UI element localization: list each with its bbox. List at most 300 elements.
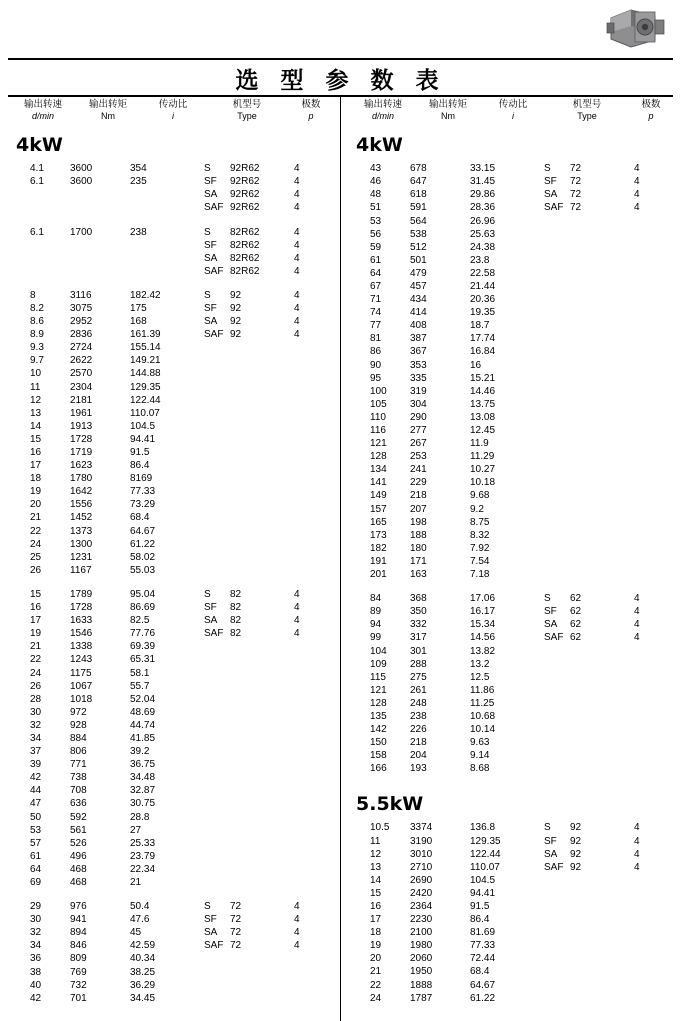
cell-poles: 4 <box>294 901 300 913</box>
cell-type-model: 72 <box>570 202 582 214</box>
cell-type-model: 92 <box>570 848 582 860</box>
cell-poles <box>630 697 670 710</box>
table-row <box>8 588 340 601</box>
table-row <box>348 568 678 581</box>
cell-type-prefix: SAF <box>544 202 564 214</box>
cell-speed: 166 <box>370 763 387 775</box>
cell-torque: 317 <box>410 632 427 644</box>
cell-speed: 12 <box>30 394 42 406</box>
cell-ratio: 73.29 <box>130 499 156 511</box>
cell-type <box>534 631 630 644</box>
table-row <box>8 446 340 459</box>
cell-type <box>194 745 290 758</box>
table-row <box>8 653 340 666</box>
cell-type <box>534 345 630 358</box>
right-column <box>348 99 678 1005</box>
cell-poles: 4 <box>294 940 300 952</box>
cell-torque: 1633 <box>70 615 93 627</box>
cell-ratio: 9.2 <box>470 503 484 515</box>
table-row <box>8 188 340 201</box>
cell-type-model: 82 <box>230 588 242 600</box>
cell-poles: 4 <box>634 163 640 175</box>
cell-torque: 3190 <box>410 835 433 847</box>
cell-ratio: 129.35 <box>130 381 161 393</box>
cell-type <box>194 811 290 824</box>
table-row <box>348 201 678 214</box>
table-row <box>8 252 340 265</box>
cell-speed: 53 <box>370 215 382 227</box>
cell-poles <box>290 966 330 979</box>
cell-speed: 14 <box>370 874 382 886</box>
table-row <box>8 328 340 341</box>
cell-poles <box>290 341 330 354</box>
cell-poles <box>290 667 330 680</box>
cell-torque: 277 <box>410 425 427 436</box>
right-table-groups <box>348 162 678 1005</box>
cell-speed: 30 <box>30 914 42 926</box>
cell-ratio: 58.1 <box>130 667 150 679</box>
cell-type-prefix: SA <box>544 619 558 631</box>
cell-type-prefix: SA <box>544 189 558 201</box>
cell-ratio: 9.14 <box>470 750 490 762</box>
cell-torque: 771 <box>70 759 87 771</box>
cell-type <box>534 241 630 254</box>
table-row <box>348 697 678 710</box>
cell-torque: 3010 <box>410 848 433 860</box>
cell-torque: 678 <box>410 163 427 175</box>
cell-poles: 4 <box>634 202 640 214</box>
header-ratio <box>478 99 548 122</box>
cell-torque: 647 <box>410 176 427 188</box>
table-row <box>8 302 340 315</box>
cell-type <box>534 332 630 345</box>
cell-type <box>194 381 290 394</box>
cell-type <box>534 723 630 736</box>
cell-type <box>194 328 290 341</box>
cell-type <box>194 354 290 367</box>
cell-type <box>194 239 290 252</box>
cell-ratio: 10.27 <box>470 464 496 476</box>
table-row <box>8 341 340 354</box>
cell-type <box>534 228 630 241</box>
cell-torque: 332 <box>410 619 427 631</box>
cell-type-model: 72 <box>230 927 242 939</box>
cell-type <box>534 762 630 775</box>
cell-torque: 198 <box>410 516 427 528</box>
cell-type <box>194 341 290 354</box>
cell-poles <box>290 485 330 498</box>
cell-ratio: 14.56 <box>470 632 496 644</box>
cell-type <box>534 437 630 450</box>
cell-ratio: 16.84 <box>470 346 496 358</box>
table-row <box>348 992 678 1005</box>
table-row <box>348 437 678 450</box>
cell-torque: 1980 <box>410 940 433 952</box>
cell-type-model: 92 <box>570 822 582 834</box>
header-torque-cn: 输出转矩 <box>428 99 467 110</box>
cell-type <box>194 771 290 784</box>
table-row <box>348 175 678 188</box>
cell-ratio: 10.14 <box>470 724 496 736</box>
cell-speed: 37 <box>30 746 42 758</box>
cell-type <box>534 529 630 542</box>
cell-type <box>194 992 290 1005</box>
cell-ratio: 18.7 <box>470 320 490 332</box>
cell-torque: 1231 <box>70 551 93 563</box>
cell-speed: 109 <box>370 658 387 670</box>
cell-type <box>194 315 290 328</box>
cell-poles: 4 <box>294 602 300 614</box>
cell-ratio: 15.34 <box>470 619 496 631</box>
table-row <box>348 476 678 489</box>
cell-poles <box>290 472 330 485</box>
cell-torque: 591 <box>410 202 427 214</box>
cell-torque: 1728 <box>70 602 93 614</box>
cell-type <box>534 424 630 437</box>
cell-torque: 218 <box>410 490 427 502</box>
cell-torque: 288 <box>410 658 427 670</box>
cell-ratio: 10.68 <box>470 710 496 722</box>
cell-speed: 11 <box>30 381 41 393</box>
cell-torque: 1243 <box>70 654 93 666</box>
cell-speed: 38 <box>30 966 42 978</box>
cell-torque: 301 <box>410 645 427 657</box>
cell-ratio: 23.79 <box>130 850 156 862</box>
cell-poles <box>630 542 670 555</box>
cell-torque: 226 <box>410 724 427 736</box>
cell-speed <box>8 188 64 201</box>
header-poles-en: p <box>648 110 654 121</box>
cell-ratio: 28.36 <box>470 202 496 214</box>
cell-type <box>194 538 290 551</box>
cell-speed <box>8 201 64 214</box>
cell-torque: 204 <box>410 750 427 762</box>
cell-torque: 2690 <box>410 874 433 886</box>
left-column <box>8 99 340 1005</box>
cell-torque: 976 <box>70 901 87 913</box>
cell-ratio: 55.7 <box>130 680 150 692</box>
cell-poles <box>290 850 330 863</box>
power-label-left: 4kW <box>16 134 63 157</box>
cell-torque <box>64 265 122 278</box>
cell-type <box>194 900 290 913</box>
cell-poles <box>290 420 330 433</box>
table-row <box>8 913 340 926</box>
cell-ratio: 7.92 <box>470 542 490 554</box>
cell-torque: 171 <box>410 555 427 567</box>
cell-torque: 1018 <box>70 693 93 705</box>
header-speed <box>8 99 78 122</box>
cell-ratio: 28.8 <box>130 811 150 823</box>
cell-poles: 4 <box>634 606 640 618</box>
cell-type <box>194 863 290 876</box>
table-row <box>348 848 678 861</box>
cell-ratio: 16.17 <box>470 606 496 618</box>
cell-poles <box>630 476 670 489</box>
cell-torque: 414 <box>410 307 427 319</box>
table-row <box>348 926 678 939</box>
cell-ratio: 94.41 <box>130 433 156 445</box>
cell-torque: 207 <box>410 503 427 515</box>
cell-type <box>534 749 630 762</box>
table-row <box>348 254 678 267</box>
table-row <box>348 965 678 978</box>
cell-torque: 408 <box>410 320 427 332</box>
header-speed <box>348 99 418 122</box>
cell-ratio: 21 <box>130 877 142 888</box>
cell-ratio: 12.45 <box>470 425 496 436</box>
cell-poles <box>290 824 330 837</box>
cell-ratio: 8.68 <box>470 763 490 775</box>
cell-poles <box>290 952 330 965</box>
table-row <box>348 684 678 697</box>
cell-torque: 941 <box>70 914 87 926</box>
cell-speed: 22 <box>30 654 42 666</box>
cell-speed: 94 <box>370 619 382 631</box>
cell-type <box>194 175 290 188</box>
cell-type <box>194 302 290 315</box>
table-row <box>348 710 678 723</box>
cell-type <box>534 476 630 489</box>
cell-torque: 304 <box>410 398 427 410</box>
cell-speed: 16 <box>30 447 42 458</box>
cell-speed: 17 <box>30 460 42 472</box>
cell-poles <box>630 411 670 424</box>
table-row <box>8 926 340 939</box>
table-row <box>8 680 340 693</box>
group-spacer <box>8 577 340 588</box>
cell-ratio: 38.25 <box>130 966 156 978</box>
cell-poles: 4 <box>634 848 640 860</box>
column-headers-left <box>8 99 340 124</box>
cell-type-prefix: SF <box>544 176 557 188</box>
cell-type <box>534 848 630 861</box>
cell-torque: 350 <box>410 606 427 618</box>
table-row <box>8 354 340 367</box>
cell-type <box>194 680 290 693</box>
cell-speed: 69 <box>30 877 42 888</box>
cell-poles <box>630 684 670 697</box>
cell-torque: 253 <box>410 451 427 463</box>
cell-type <box>534 319 630 332</box>
cell-torque: 738 <box>70 772 87 784</box>
cell-torque: 3116 <box>70 289 92 301</box>
cell-type <box>534 887 630 900</box>
cell-type-prefix: SA <box>204 252 218 264</box>
cell-ratio: 68.4 <box>470 966 490 978</box>
cell-poles: 4 <box>294 588 300 600</box>
cell-ratio: 7.54 <box>470 555 490 567</box>
cell-type <box>534 463 630 476</box>
cell-type <box>194 979 290 992</box>
cell-torque: 564 <box>410 215 427 227</box>
cell-type <box>534 736 630 749</box>
cell-speed: 16 <box>370 901 382 912</box>
cell-speed: 8.2 <box>30 302 44 314</box>
cell-speed: 77 <box>370 320 382 332</box>
cell-speed: 128 <box>370 697 387 709</box>
cell-poles <box>290 367 330 380</box>
cell-poles <box>630 529 670 542</box>
table-row <box>348 188 678 201</box>
table-row <box>8 407 340 420</box>
cell-speed: 61 <box>370 254 382 266</box>
cell-type <box>534 359 630 372</box>
cell-poles <box>630 228 670 241</box>
cell-ratio: 29.86 <box>470 189 496 201</box>
cell-speed: 22 <box>370 979 382 991</box>
cell-ratio: 55.03 <box>130 564 156 576</box>
cell-torque: 2100 <box>410 927 433 939</box>
cell-poles <box>630 992 670 1005</box>
cell-speed: 10 <box>30 368 42 380</box>
cell-type-prefix: SAF <box>204 329 224 341</box>
cell-type-prefix: SAF <box>544 632 564 644</box>
cell-type <box>534 821 630 834</box>
cell-poles <box>290 407 330 420</box>
cell-type <box>194 706 290 719</box>
cell-ratio: 34.48 <box>130 772 156 784</box>
cell-type <box>534 385 630 398</box>
cell-type-model: 62 <box>570 606 582 618</box>
cell-type <box>194 913 290 926</box>
cell-type-prefix: SAF <box>204 202 224 214</box>
cell-torque: 1067 <box>70 680 93 692</box>
cell-speed: 150 <box>370 737 387 749</box>
table-row <box>348 736 678 749</box>
cell-torque: 2622 <box>70 355 93 367</box>
cell-type-model: 72 <box>570 163 582 175</box>
cell-poles <box>290 797 330 810</box>
table-row <box>8 289 340 302</box>
cell-speed: 18 <box>30 473 42 485</box>
cell-torque: 1950 <box>410 966 433 978</box>
table-row <box>348 749 678 762</box>
cell-type-model: 72 <box>230 940 242 952</box>
cell-poles <box>290 784 330 797</box>
table-row <box>348 228 678 241</box>
table-row <box>348 450 678 463</box>
cell-poles: 4 <box>294 615 300 627</box>
header-torque <box>418 99 478 122</box>
cell-speed: 11 <box>370 835 381 847</box>
table-row <box>348 913 678 926</box>
cell-ratio: 61.22 <box>130 538 156 550</box>
cell-ratio: 22.58 <box>470 267 496 279</box>
header-ratio-cn: 传动比 <box>158 99 188 110</box>
cell-type-prefix: SAF <box>204 940 224 952</box>
cell-speed: 8.9 <box>30 329 44 341</box>
cell-speed: 26 <box>30 680 42 692</box>
table-row <box>8 498 340 511</box>
cell-poles <box>630 215 670 228</box>
table-row <box>8 797 340 810</box>
cell-ratio: 52.04 <box>130 693 156 705</box>
cell-poles: 4 <box>294 628 300 640</box>
cell-type <box>194 876 290 889</box>
cell-type <box>534 900 630 913</box>
cell-torque: 479 <box>410 267 427 279</box>
cell-type-model: 72 <box>570 176 582 188</box>
table-row <box>348 605 678 618</box>
cell-type <box>194 640 290 653</box>
cell-poles <box>290 564 330 577</box>
cell-type-prefix: SF <box>204 914 217 926</box>
cell-type <box>194 824 290 837</box>
cell-ratio: 25.63 <box>470 228 496 240</box>
cell-ratio: 50.4 <box>130 901 150 913</box>
table-row <box>348 979 678 992</box>
cell-ratio: 22.34 <box>130 863 156 875</box>
table-row <box>8 952 340 965</box>
header-speed-cn: 输出转速 <box>23 99 62 110</box>
cell-poles <box>290 745 330 758</box>
cell-poles: 4 <box>634 835 640 847</box>
cell-speed: 149 <box>370 490 387 502</box>
cell-type <box>194 564 290 577</box>
table-row <box>348 645 678 658</box>
cell-torque: 3374 <box>410 822 433 834</box>
cell-type <box>194 693 290 706</box>
cell-type <box>534 710 630 723</box>
cell-torque: 1888 <box>410 979 433 991</box>
cell-poles <box>630 280 670 293</box>
cell-ratio: 19.35 <box>470 307 496 319</box>
cell-poles <box>290 732 330 745</box>
cell-speed: 14 <box>30 420 42 432</box>
cell-type-prefix: S <box>544 163 551 175</box>
cell-poles <box>290 459 330 472</box>
cell-poles: 4 <box>294 302 300 314</box>
cell-type <box>534 684 630 697</box>
cell-torque: 809 <box>70 953 87 965</box>
cell-type <box>194 252 290 265</box>
cell-poles <box>630 463 670 476</box>
cell-type <box>194 485 290 498</box>
cell-type <box>194 265 290 278</box>
cell-type <box>534 952 630 965</box>
cell-torque: 434 <box>410 294 427 306</box>
cell-type <box>534 671 630 684</box>
cell-torque: 2420 <box>410 887 433 899</box>
cell-poles <box>290 511 330 524</box>
cell-poles <box>630 762 670 775</box>
cell-type <box>534 542 630 555</box>
table-row <box>348 592 678 605</box>
cell-speed: 34 <box>30 732 42 744</box>
cell-poles: 4 <box>294 329 300 341</box>
cell-speed: 135 <box>370 710 387 722</box>
cell-ratio: 14.46 <box>470 385 496 397</box>
header-poles-cn: 极数 <box>641 99 661 110</box>
table-row <box>8 265 340 278</box>
header-ratio-en: i <box>512 110 514 121</box>
cell-type <box>194 614 290 627</box>
table-row <box>8 381 340 394</box>
cell-speed: 9.7 <box>30 355 44 367</box>
cell-ratio: 33.15 <box>470 163 496 175</box>
cell-speed: 201 <box>370 569 387 581</box>
cell-speed: 134 <box>370 464 387 476</box>
cell-type <box>194 446 290 459</box>
cell-torque: 1961 <box>70 407 93 419</box>
table-row <box>348 293 678 306</box>
cell-speed: 19 <box>370 940 382 952</box>
cell-type <box>534 306 630 319</box>
cell-torque: 1556 <box>70 499 93 511</box>
cell-speed: 48 <box>370 189 382 201</box>
cell-speed: 158 <box>370 750 387 762</box>
